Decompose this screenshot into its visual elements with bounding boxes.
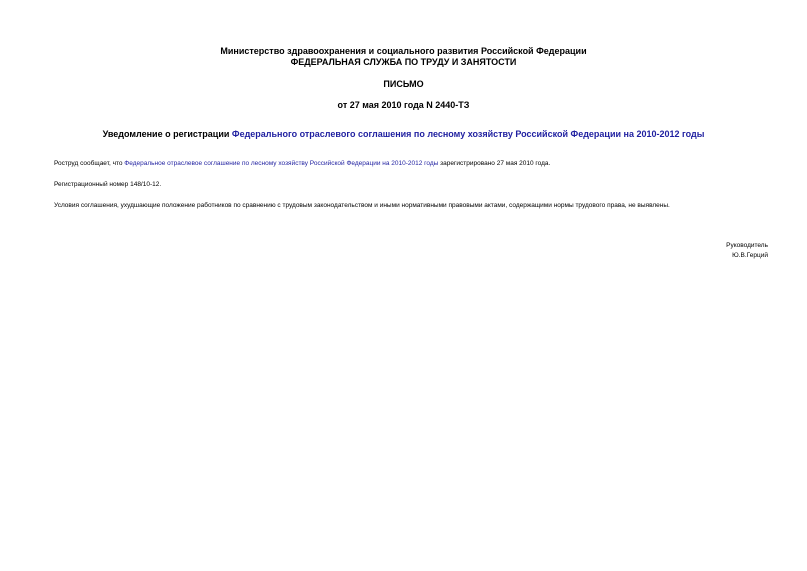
document-title xyxy=(0,129,807,140)
paragraph-conditions: Условия соглашения, ухудшающие положение работников по сравнению с трудовым законодательством и иными нормативными правовыми актами, содержащими нормы трудового права, не выявлены. xyxy=(54,202,670,209)
document-type: ПИСЬМО xyxy=(383,79,424,89)
document-date-number: от 27 мая 2010 года N 2440-ТЗ xyxy=(337,100,470,110)
signature-position: Руководитель xyxy=(726,242,768,249)
paragraph-registration-number: Регистрационный номер 148/10-12. xyxy=(54,181,162,188)
title-agreement-link[interactable]: Федерального отраслевого соглашения по лесному хозяйству Российской Федерации на 2010-2012 годы xyxy=(231,129,705,139)
signature-name: Ю.В.Герций xyxy=(732,252,768,259)
paragraph-1-suffix: зарегистрировано 27 мая 2010 года. xyxy=(438,160,551,167)
paragraph-registration xyxy=(54,160,550,168)
service-name: ФЕДЕРАЛЬНАЯ СЛУЖБА ПО ТРУДУ И ЗАНЯТОСТИ xyxy=(290,57,517,67)
paragraph-1-prefix: Роструд сообщает, что xyxy=(54,160,125,167)
title-prefix: Уведомление о регистрации xyxy=(102,129,232,139)
ministry-name: Министерство здравоохранения и социального развития Российской Федерации xyxy=(220,46,587,56)
agreement-link[interactable]: Федеральное отраслевое соглашение по лесному хозяйству Российской Федерации на 2010-2012 годы xyxy=(124,160,439,167)
